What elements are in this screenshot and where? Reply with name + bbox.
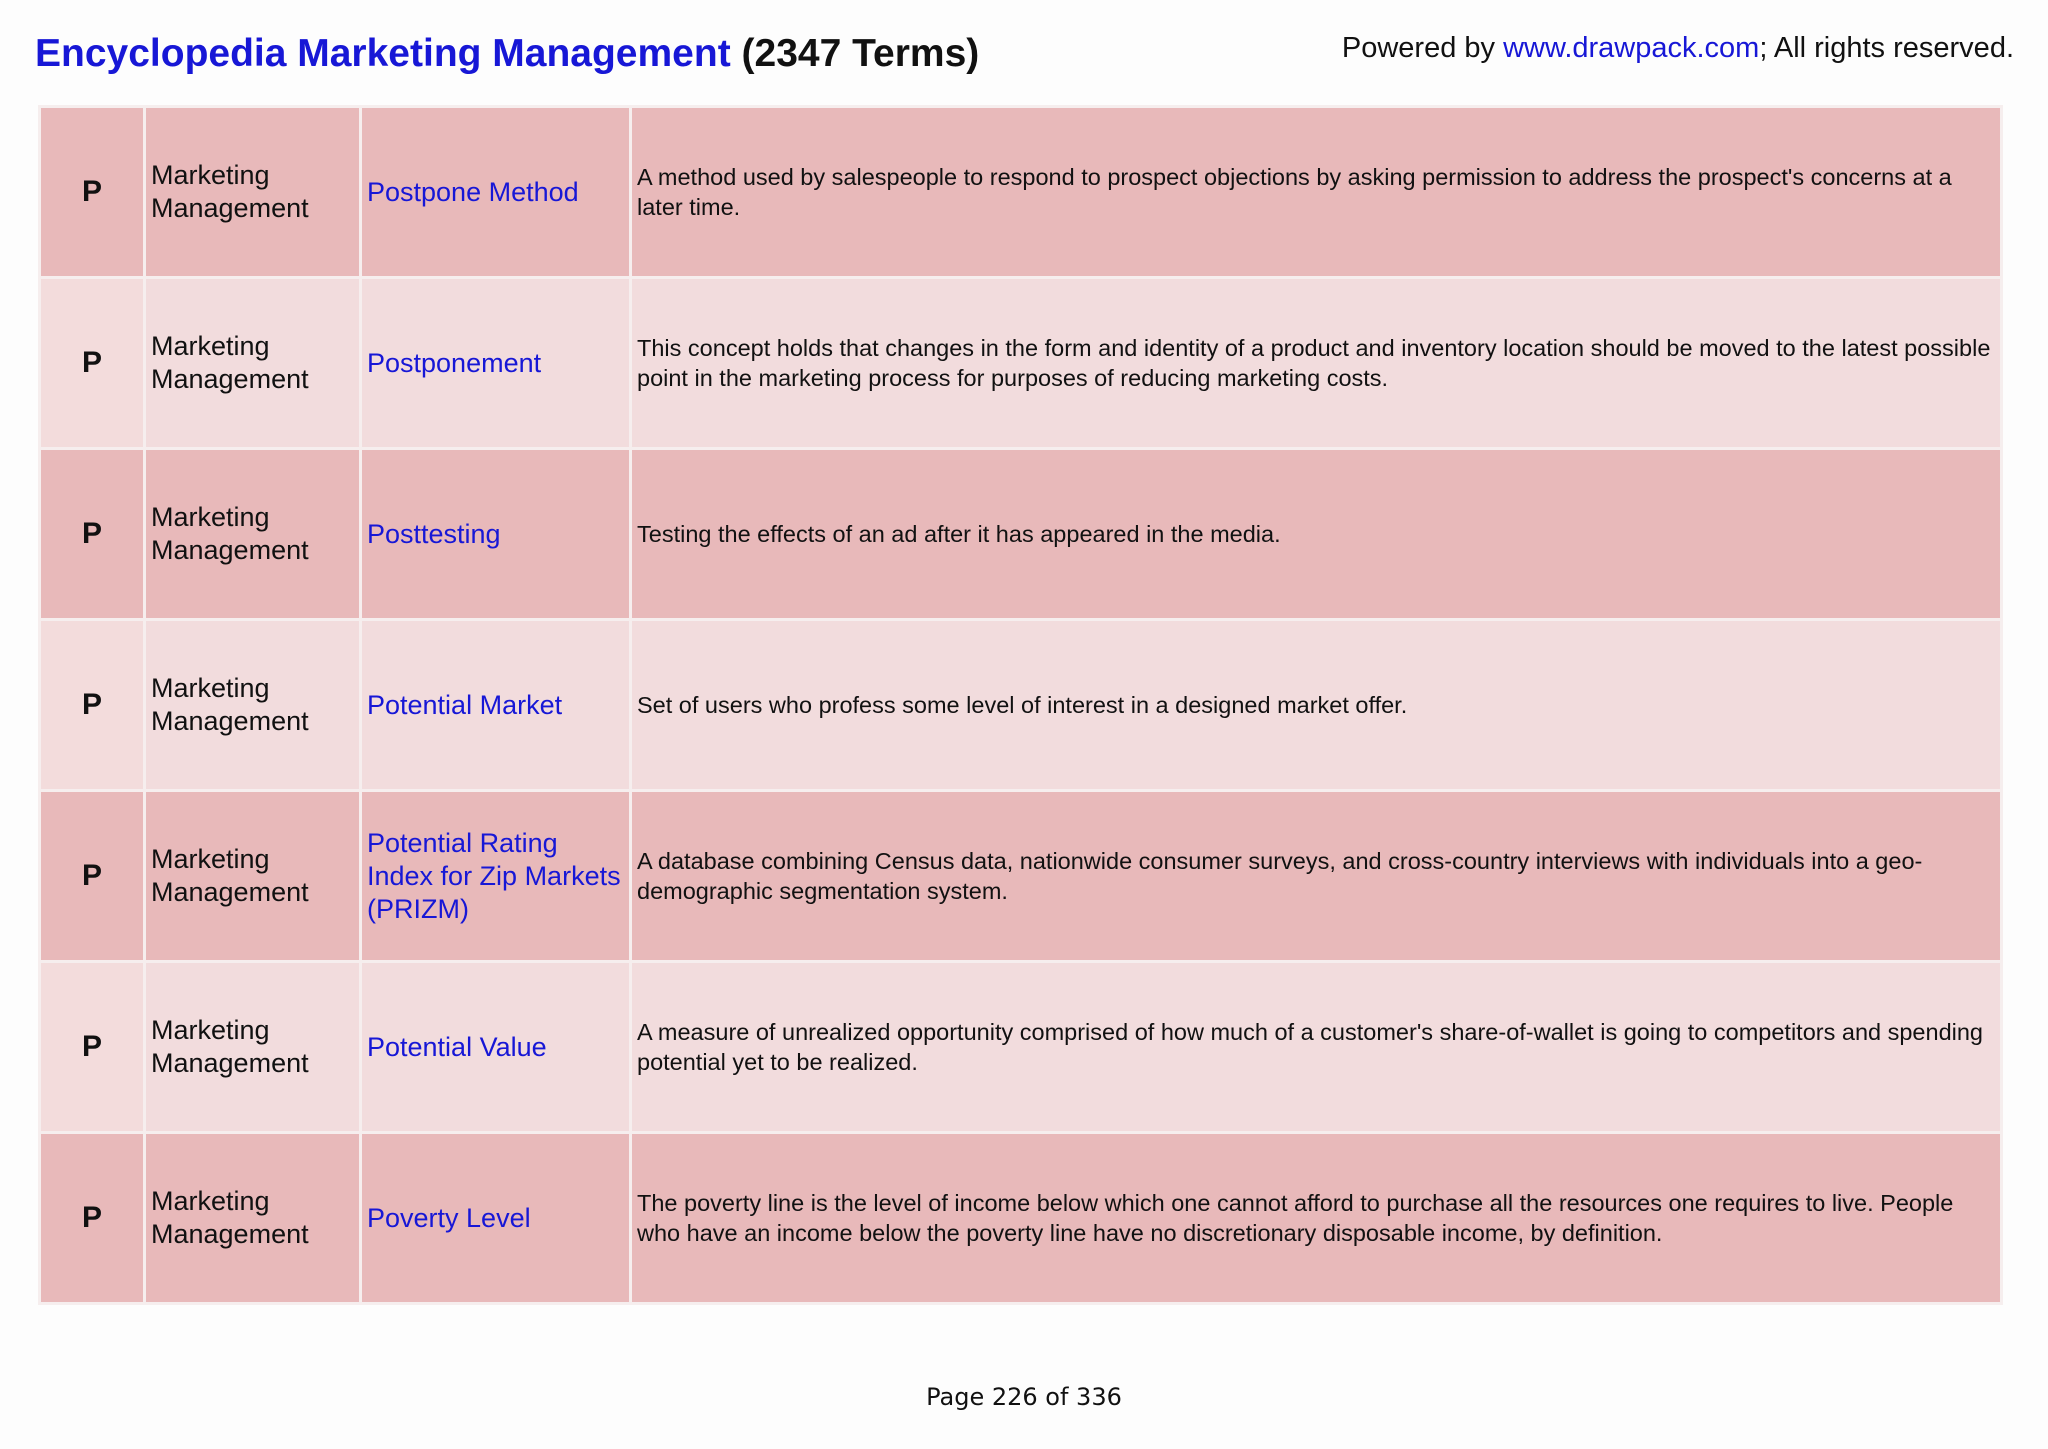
term-link[interactable]: Poverty Level [361,1133,631,1304]
definition-cell: A method used by salespeople to respond to prospect objections by asking permission to address the prospect's concerns at a later time. [631,107,2002,278]
page-number: Page 226 of 336 [926,1383,1122,1411]
table-row [40,449,2002,620]
category-cell: Marketing Management [145,449,361,620]
term-link[interactable]: Potential Value [361,962,631,1133]
letter-cell: P [40,449,145,620]
table-row [40,1133,2002,1304]
definition-cell: Testing the effects of an ad after it has appeared in the media. [631,449,2002,620]
definition-cell: A database combining Census data, nationwide consumer surveys, and cross-country interviews with individuals into a geo-demographic segmentation system. [631,791,2002,962]
category-cell: Marketing Management [145,107,361,278]
drawpack-link[interactable]: www.drawpack.com [1503,32,1760,64]
term-link[interactable]: Postpone Method [361,107,631,278]
powered-by-notice [1342,28,2014,68]
table-row [40,107,2002,278]
category-cell: Marketing Management [145,962,361,1133]
category-cell: Marketing Management [145,1133,361,1304]
table-row [40,620,2002,791]
term-link[interactable]: Posttesting [361,449,631,620]
term-link[interactable]: Postponement [361,278,631,449]
powered-by-prefix: Powered by [1341,32,1504,64]
letter-cell: P [40,962,145,1133]
letter-cell: P [40,107,145,278]
table-row [40,278,2002,449]
category-cell: Marketing Management [145,278,361,449]
letter-cell: P [40,278,145,449]
page-title [35,28,979,80]
term-link[interactable]: Potential Rating Index for Zip Markets (PRIZM) [361,791,631,962]
table-row [40,791,2002,962]
table-row [40,962,2002,1133]
category-cell: Marketing Management [145,791,361,962]
encyclopedia-title: Encyclopedia Marketing Management [35,32,731,75]
letter-cell: P [40,620,145,791]
definition-cell: This concept holds that changes in the form and identity of a product and inventory location should be moved to the latest possible point in the marketing process for purposes of reducing marketing costs. [631,278,2002,449]
definition-cell: A measure of unrealized opportunity comprised of how much of a customer's share-of-wallet is going to competitors and spending potential yet to be realized. [631,962,2002,1133]
category-cell: Marketing Management [145,620,361,791]
definition-cell: The poverty line is the level of income below which one cannot afford to purchase all the resources one requires to live. People who have an income below the poverty line have no discretionary disposable income, by definition. [631,1133,2002,1304]
letter-cell: P [40,791,145,962]
letter-cell: P [40,1133,145,1304]
rights-notice: ; All rights reserved. [1759,32,2014,64]
page-header [35,28,2014,80]
term-count: (2347 Terms) [741,32,980,75]
definition-cell: Set of users who profess some level of interest in a designed market offer. [631,620,2002,791]
terms-table [38,105,2003,1305]
term-link[interactable]: Potential Market [361,620,631,791]
